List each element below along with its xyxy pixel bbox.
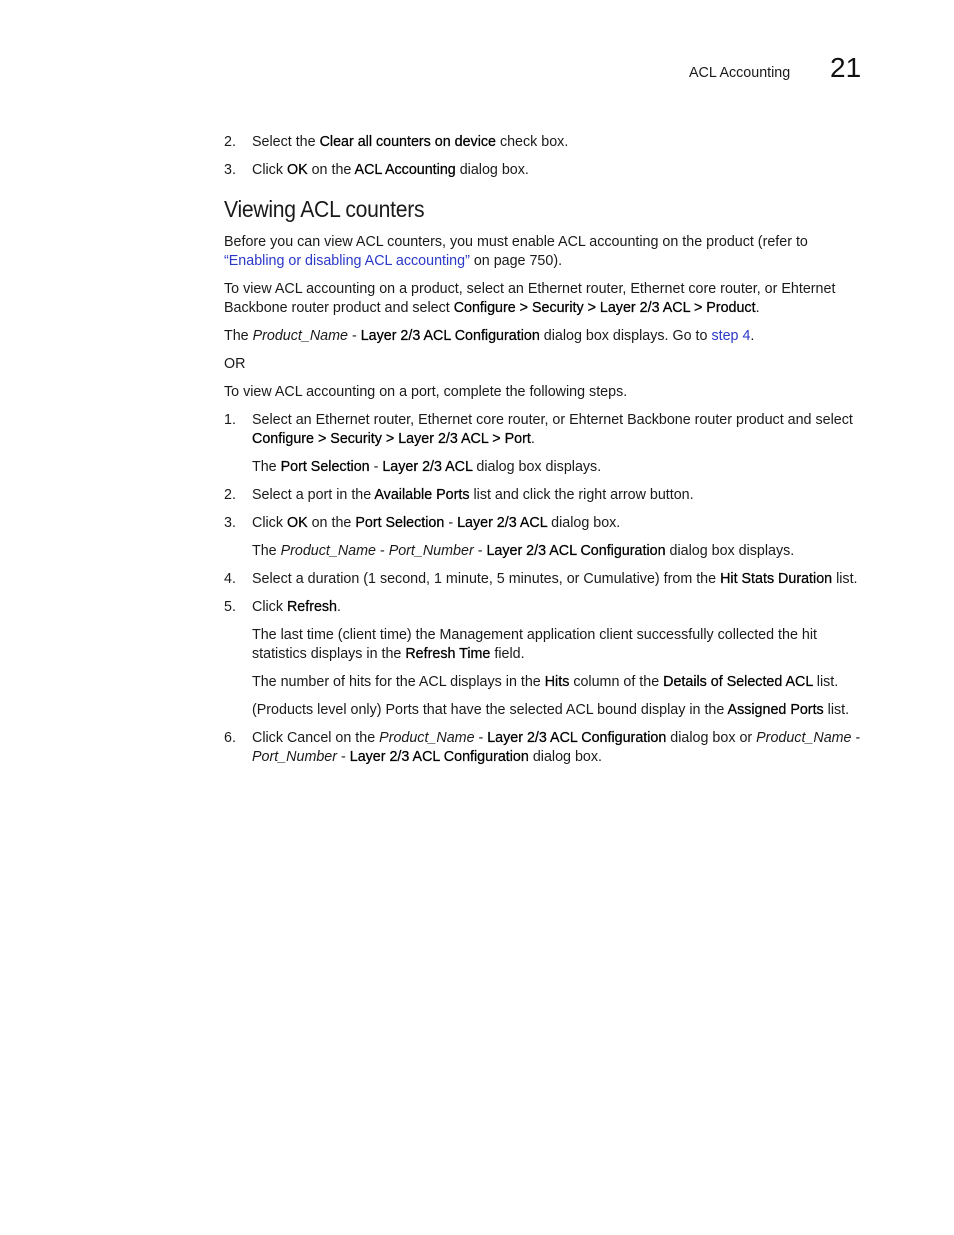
ui-label: Refresh Time — [405, 646, 491, 662]
ui-label: Layer 2/3 ACL Configuration — [487, 730, 667, 746]
ui-label: Layer 2/3 ACL — [382, 459, 473, 475]
step-link[interactable]: step 4 — [711, 328, 751, 344]
step-3: 3. Click OK on the Port Selection - Layer 2/3 ACL dialog box. — [224, 515, 621, 531]
variable-text: Product_Name — [756, 730, 852, 746]
ui-label: Port Selection — [280, 459, 370, 475]
step-number: 3. — [224, 515, 236, 531]
step-number: 1. — [224, 412, 236, 428]
step-5-result-refresh-time: The last time (client time) the Management application client successfully collected the hit statistics displays in the Refresh Time field. — [252, 627, 817, 662]
ui-label: Hit Stats Duration — [720, 571, 833, 587]
step-5-result-assigned-ports: (Products level only) Ports that have the selected ACL bound display in the Assigned Ports list. — [252, 702, 850, 718]
ui-menu-path: Configure > Security > Layer 2/3 ACL > Port — [252, 431, 531, 447]
variable-text: Product_Name — [252, 328, 348, 344]
section-heading: Viewing ACL counters — [224, 196, 425, 222]
step-number: 5. — [224, 599, 236, 615]
ui-label: Clear all counters on device — [319, 134, 496, 150]
ui-label: Layer 2/3 ACL Configuration — [360, 328, 540, 344]
ui-label: Port Selection — [355, 515, 445, 531]
ui-label: OK — [286, 515, 308, 531]
step-6: 6. Click Cancel on the Product_Name - Layer 2/3 ACL Configuration dialog box or Product_Name - Port_Number - Layer 2/3 ACL Configuration dialog box. — [224, 730, 861, 765]
step-number: 2. — [224, 134, 236, 150]
step-1: 1. Select an Ethernet router, Ethernet core router, or Ehternet Backbone router product and select Configure > Security > Layer 2/3 ACL > Port. — [224, 412, 853, 447]
paragraph-product: To view ACL accounting on a product, select an Ethernet router, Ethernet core router, or Ehternet Backbone router product and select Configure > Security > Layer 2/3 ACL > Product. — [224, 281, 836, 316]
paragraph-intro: Before you can view ACL counters, you must enable ACL accounting on the product (refer to “Enabling or disabling ACL accounting” on page 750). — [224, 234, 808, 269]
page-content — [224, 133, 872, 776]
step-number: 2. — [224, 487, 236, 503]
ui-label: Assigned Ports — [727, 702, 824, 718]
ui-label: Layer 2/3 ACL — [457, 515, 548, 531]
paragraph-port-intro: To view ACL accounting on a port, complete the following steps. — [224, 384, 628, 400]
chapter-number: 21 — [830, 52, 862, 83]
step-2: 2. Select a port in the Available Ports list and click the right arrow button. — [224, 487, 694, 503]
step-number: 4. — [224, 571, 236, 587]
running-header-section: ACL Accounting — [689, 65, 791, 81]
ui-label: ACL Accounting — [354, 162, 456, 178]
ui-label: Hits — [544, 674, 570, 690]
ui-label: Available Ports — [374, 487, 470, 503]
ui-label: Details of Selected ACL — [663, 674, 813, 690]
paragraph-or: OR — [224, 356, 246, 372]
step-number: 6. — [224, 730, 236, 746]
paragraph-dialog-displays: The Product_Name - Layer 2/3 ACL Configuration dialog box displays. Go to step 4. — [224, 328, 755, 344]
step-clear-counters: 2. Select the Clear all counters on device check box. — [224, 134, 569, 150]
step-number: 3. — [224, 162, 236, 178]
variable-text: Product_Name — [379, 730, 475, 746]
ui-menu-path: Configure > Security > Layer 2/3 ACL > Product — [453, 300, 756, 316]
ui-label: Refresh — [286, 599, 338, 615]
step-5-result-hits: The number of hits for the ACL displays in the Hits column of the Details of Selected ACL list. — [252, 674, 839, 690]
step-5: 5. Click Refresh. — [224, 599, 341, 615]
ui-label: OK — [286, 162, 308, 178]
variable-text: Port_Number — [388, 543, 474, 559]
variable-text: Product_Name — [280, 543, 376, 559]
step-4: 4. Select a duration (1 second, 1 minute, 5 minutes, or Cumulative) from the Hit Stats Duration list. — [224, 571, 858, 587]
step-1-result: The Port Selection - Layer 2/3 ACL dialog box displays. — [252, 459, 602, 475]
step-click-ok: 3. Click OK on the ACL Accounting dialog box. — [224, 162, 529, 178]
ui-label: Layer 2/3 ACL Configuration — [349, 749, 529, 765]
ui-label: Layer 2/3 ACL Configuration — [486, 543, 666, 559]
step-3-result: The Product_Name - Port_Number - Layer 2/3 ACL Configuration dialog box displays. — [252, 543, 795, 559]
variable-text: Port_Number — [252, 749, 338, 765]
cross-reference-link[interactable]: “Enabling or disabling ACL accounting” — [224, 253, 470, 269]
